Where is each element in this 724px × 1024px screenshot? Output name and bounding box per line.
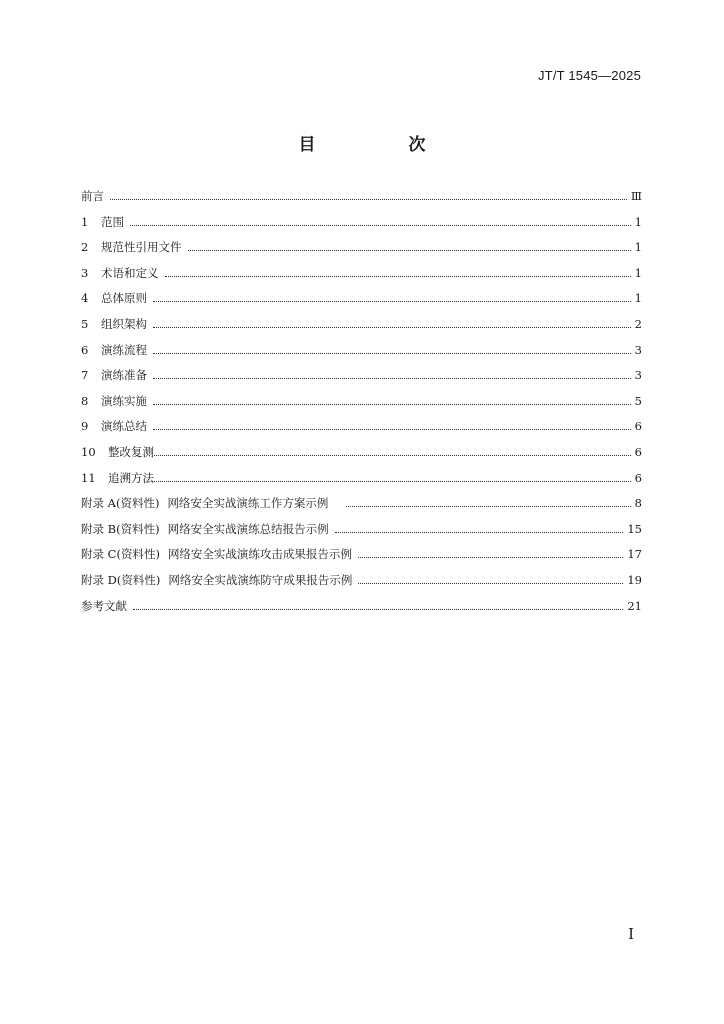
toc-entry-number: 1 xyxy=(81,214,89,229)
toc-entry-1[interactable] xyxy=(81,212,642,238)
toc-entry-label: 术语和定义 xyxy=(101,265,159,280)
toc-entry-number: 附录 C(资料性) xyxy=(81,547,160,562)
toc-leader xyxy=(154,455,631,456)
toc-entry-label: 网络安全实战演练工作方案示例 xyxy=(167,496,329,511)
toc-leader xyxy=(153,327,631,328)
toc-entry-label: 追溯方法 xyxy=(108,470,154,485)
toc-entry-appendix-c[interactable] xyxy=(81,544,642,570)
toc-entry-number: 3 xyxy=(81,265,89,280)
toc-leader xyxy=(153,429,631,430)
toc-leader xyxy=(165,276,631,277)
toc-entry-6[interactable] xyxy=(81,340,642,366)
toc-entry-4[interactable] xyxy=(81,288,642,314)
toc-leader xyxy=(130,225,631,226)
toc-entry-page: 6 xyxy=(634,419,642,434)
toc-entry-label: 网络安全实战演练总结报告示例 xyxy=(167,521,329,536)
toc-leader xyxy=(110,199,627,200)
toc-entry-11[interactable] xyxy=(81,468,642,494)
toc-entry-number: 2 xyxy=(81,240,89,255)
toc-entry-number: 附录 A(资料性) xyxy=(81,496,160,511)
toc-entry-label: 范围 xyxy=(101,214,124,229)
toc-leader xyxy=(133,609,623,610)
toc-leader xyxy=(358,583,623,584)
toc-entry-label: 整改复测 xyxy=(108,444,154,459)
toc-entry-5[interactable] xyxy=(81,314,642,340)
toc-leader xyxy=(153,301,631,302)
toc-entry-page: 5 xyxy=(634,393,642,408)
toc-leader xyxy=(153,353,631,354)
toc-entry-label: 演练准备 xyxy=(101,368,147,383)
toc-entry-number: 附录 D(资料性) xyxy=(81,572,161,587)
toc-entry-7[interactable] xyxy=(81,365,642,391)
table-of-contents xyxy=(81,186,642,621)
toc-entry-8[interactable] xyxy=(81,391,642,417)
toc-entry-page: 19 xyxy=(627,572,642,587)
toc-entry-page: 1 xyxy=(634,291,642,306)
toc-entry-page: Ⅲ xyxy=(630,189,642,203)
toc-leader xyxy=(346,506,630,507)
toc-leader xyxy=(188,250,631,251)
toc-entry-2[interactable] xyxy=(81,237,642,263)
toc-entry-foreword[interactable] xyxy=(81,186,642,212)
toc-entry-number: 5 xyxy=(81,316,89,331)
toc-entry-number: 6 xyxy=(81,342,89,357)
toc-entry-page: 1 xyxy=(634,265,642,280)
standard-code: JT/T 1545—2025 xyxy=(537,68,641,83)
toc-entry-label: 网络安全实战演练攻击成果报告示例 xyxy=(167,547,352,562)
toc-entry-page: 21 xyxy=(627,598,642,613)
toc-entry-bibliography[interactable] xyxy=(81,596,642,622)
toc-entry-label: 前言 xyxy=(81,189,104,203)
toc-entry-page: 17 xyxy=(627,547,642,562)
toc-entry-9[interactable] xyxy=(81,416,642,442)
toc-entry-appendix-d[interactable] xyxy=(81,570,642,596)
toc-entry-page: 15 xyxy=(627,521,642,536)
toc-entry-appendix-b[interactable] xyxy=(81,519,642,545)
toc-entry-3[interactable] xyxy=(81,263,642,289)
toc-entry-10[interactable] xyxy=(81,442,642,468)
toc-entry-page: 8 xyxy=(634,496,642,511)
toc-entry-label: 网络安全实战演练防守成果报告示例 xyxy=(168,572,353,587)
toc-entry-label: 演练流程 xyxy=(101,342,147,357)
toc-entry-number: 4 xyxy=(81,291,89,306)
toc-entry-page: 1 xyxy=(634,240,642,255)
toc-entry-number: 10 xyxy=(81,444,96,459)
toc-entry-page: 6 xyxy=(634,444,642,459)
toc-entry-appendix-a[interactable] xyxy=(81,493,642,519)
toc-entry-label: 演练总结 xyxy=(101,419,147,434)
toc-title: 目 次 xyxy=(298,135,464,155)
toc-entry-number: 8 xyxy=(81,393,89,408)
toc-entry-label: 总体原则 xyxy=(101,291,147,306)
toc-entry-number: 11 xyxy=(81,470,96,485)
toc-entry-page: 1 xyxy=(634,214,642,229)
toc-entry-page: 3 xyxy=(634,342,642,357)
toc-leader xyxy=(335,532,624,533)
toc-entry-page: 6 xyxy=(634,470,642,485)
toc-entry-label: 规范性引用文件 xyxy=(101,240,182,255)
toc-entry-label: 演练实施 xyxy=(101,393,147,408)
toc-entry-label: 参考文献 xyxy=(81,598,127,613)
toc-leader xyxy=(154,481,631,482)
toc-leader xyxy=(153,378,631,379)
toc-entry-number: 9 xyxy=(81,419,89,434)
toc-entry-page: 2 xyxy=(634,316,642,331)
page-number: I xyxy=(628,925,634,943)
toc-entry-label: 组织架构 xyxy=(101,316,147,331)
toc-entry-number: 附录 B(资料性) xyxy=(81,521,160,536)
toc-entry-number: 7 xyxy=(81,368,89,383)
toc-entry-page: 3 xyxy=(634,368,642,383)
toc-leader xyxy=(358,557,623,558)
toc-leader xyxy=(153,404,631,405)
